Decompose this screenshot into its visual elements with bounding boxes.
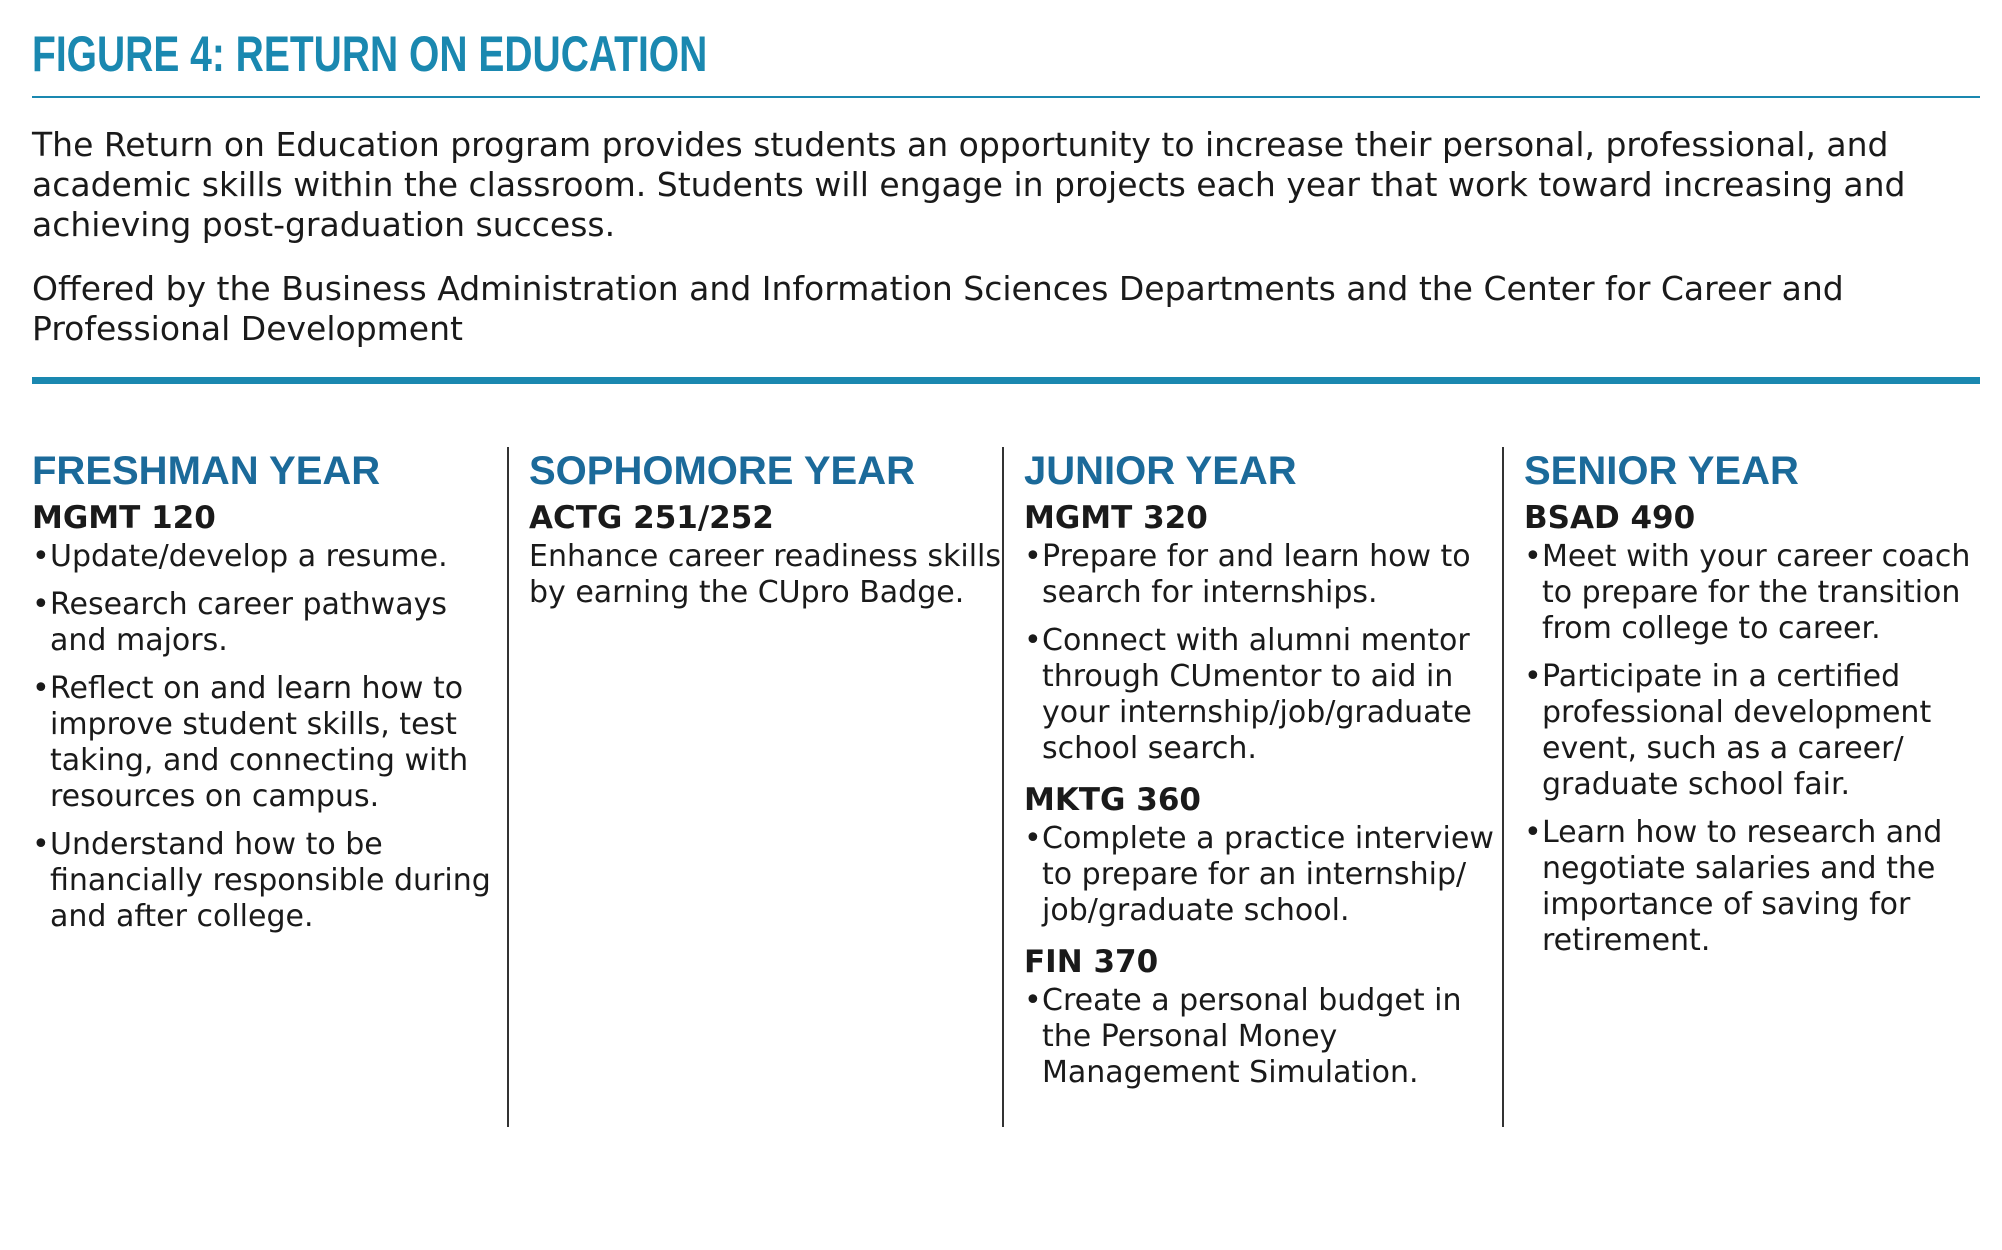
- year-heading: FRESHMAN YEAR: [32, 449, 381, 493]
- course-description: Enhance career readiness skills by earning the CUpro Badge.: [529, 539, 1002, 610]
- bullet-list: [32, 539, 507, 935]
- list-item: [1024, 623, 1502, 767]
- list-item: [1024, 539, 1502, 611]
- column-freshman: [32, 447, 507, 1127]
- title-rule: [32, 96, 1980, 98]
- course-code: MKTG 360: [1024, 782, 1201, 818]
- section-rule: [32, 377, 1980, 384]
- course-code: BSAD 490: [1524, 500, 1696, 536]
- bullet-list: [1024, 983, 1502, 1091]
- course-code: ACTG 251/252: [529, 500, 774, 536]
- list-item-text: Meet with your career coach to prepare for the transition from college to career.: [1542, 539, 1971, 646]
- intro-paragraph: The Return on Education program provides students an opportunity to increase their personal, professional, and academic skills within the classroom. Students will engage in projects each year that work toward increasing and achieving post-graduation success.: [32, 125, 1906, 244]
- bullet-icon: •: [1524, 815, 1542, 850]
- list-item-text: Reflect on and learn how to improve student skills, test taking, and connecting with resources on campus.: [50, 671, 469, 814]
- year-heading: JUNIOR YEAR: [1024, 449, 1297, 493]
- list-item-text: Update/develop a resume.: [50, 539, 448, 574]
- list-item-text: Understand how to be financially responsible during and after college.: [50, 827, 491, 934]
- year-heading: SENIOR YEAR: [1524, 449, 1799, 493]
- intro-paragraph-offered-by: Offered by the Business Administration and Information Sciences Departments and the Center for Career and Professional Development: [32, 269, 1844, 348]
- column-junior: [1002, 447, 1502, 1127]
- course-code: FIN 370: [1024, 944, 1159, 980]
- list-item-text: Prepare for and learn how to search for internships.: [1042, 539, 1471, 610]
- intro-text: [32, 125, 1980, 349]
- year-heading: SOPHOMORE YEAR: [529, 449, 915, 493]
- list-item-text: Complete a practice interview to prepare for an internship/ job/graduate school.: [1042, 821, 1494, 928]
- list-item-text: Research career pathways and majors.: [50, 587, 447, 658]
- list-item: [32, 827, 507, 935]
- column-senior: [1502, 447, 1980, 1127]
- bullet-list: [1524, 539, 1980, 959]
- bullet-icon: •: [32, 539, 50, 574]
- list-item: [32, 587, 507, 659]
- list-item: [32, 671, 507, 815]
- bullet-icon: •: [32, 827, 50, 862]
- list-item: [1024, 983, 1502, 1091]
- list-item: [1024, 821, 1502, 929]
- figure-title: FIGURE 4: RETURN ON EDUCATION: [32, 26, 708, 82]
- list-item: [1524, 815, 1980, 959]
- bullet-icon: •: [32, 587, 50, 622]
- bullet-list: [1024, 821, 1502, 929]
- list-item: [32, 539, 507, 575]
- column-sophomore: [507, 447, 1002, 1127]
- list-item-text: Create a personal budget in the Personal Money Management Simulation.: [1042, 983, 1462, 1090]
- bullet-icon: •: [1524, 539, 1542, 574]
- list-item: [1524, 659, 1980, 803]
- course-code: MGMT 120: [32, 500, 216, 536]
- bullet-icon: •: [1024, 983, 1042, 1018]
- bullet-icon: •: [1024, 623, 1042, 658]
- bullet-icon: •: [1024, 821, 1042, 856]
- list-item-text: Connect with alumni mentor through CUmentor to aid in your internship/job/graduate school search.: [1042, 623, 1472, 766]
- year-columns: [32, 447, 1980, 1127]
- bullet-icon: •: [32, 671, 50, 706]
- bullet-icon: •: [1024, 539, 1042, 574]
- list-item-text: Participate in a certified professional development event, such as a career/ graduate school fair.: [1542, 659, 1932, 802]
- figure-page: [32, 22, 1980, 1090]
- list-item: [1524, 539, 1980, 647]
- list-item-text: Learn how to research and negotiate salaries and the importance of saving for retirement.: [1542, 815, 1943, 958]
- course-code: MGMT 320: [1024, 500, 1208, 536]
- bullet-icon: •: [1524, 659, 1542, 694]
- bullet-list: [1024, 539, 1502, 767]
